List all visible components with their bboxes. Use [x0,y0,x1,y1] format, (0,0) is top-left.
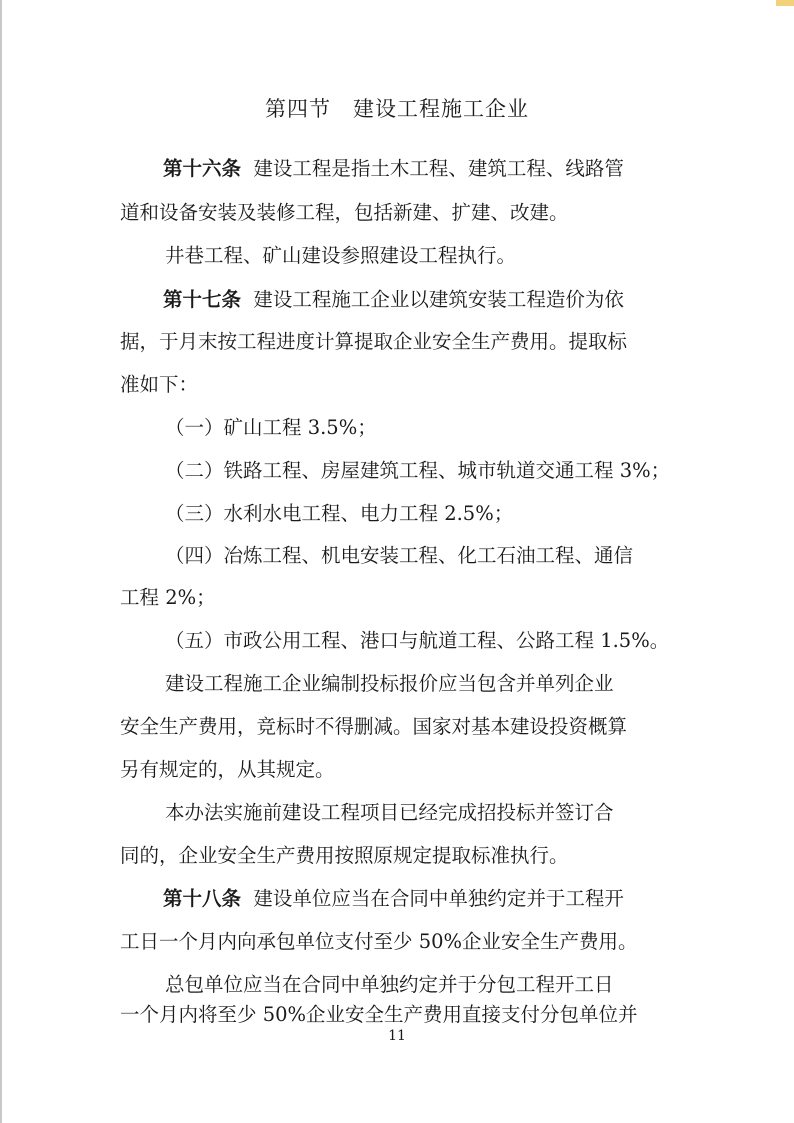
section-number: 第四节 [265,97,331,121]
paragraph-line: 井巷工程、矿山建设参照建设工程执行。 [165,244,517,267]
paragraph-line: 本办法实施前建设工程项目已经完成招投标并签订合 [165,801,614,824]
list-item-continuation: 工程 2%； [120,586,216,609]
article-16-label: 第十六条 [163,157,242,180]
article-17-line-1: 第十七条 建设工程施工企业以建筑安装工程造价为依 [163,288,624,311]
section-title [0,93,794,123]
paragraph-line: 安全生产费用，竞标时不得删减。国家对基本建设投资概算 [120,715,628,738]
list-item: （五）市政公用工程、港口与航道工程、公路工程 1.5%。 [165,629,670,652]
list-item: （二）铁路工程、房屋建筑工程、城市轨道交通工程 3%； [165,459,671,482]
list-item: （一）矿山工程 3.5%； [165,416,377,439]
scan-corner-mark [776,0,794,6]
paragraph-line: 工日一个月内向承包单位支付至少 50%企业安全生产费用。 [120,930,638,953]
paragraph-line: 同的，企业安全生产费用按照原规定提取标准执行。 [120,844,569,867]
section-name: 建设工程施工企业 [353,97,529,121]
paragraph-line: 一个月内将至少 50%企业安全生产费用直接支付分包单位并 [120,1003,638,1026]
article-18-label: 第十八条 [163,887,242,910]
article-16-line-1: 第十六条 建设工程是指土木工程、建筑工程、线路管 [163,157,624,180]
list-item: （三）水利水电工程、电力工程 2.5%； [165,502,514,525]
article-16-line-2: 道和设备安装及装修工程，包括新建、扩建、改建。 [120,201,569,224]
paragraph-line: 据，于月末按工程进度计算提取企业安全生产费用。提取标 [120,330,628,353]
paragraph-line: 建设工程施工企业编制投标报价应当包含并单列企业 [165,672,614,695]
paragraph-line: 另有规定的，从其规定。 [120,758,335,781]
paragraph-line: 总包单位应当在合同中单独约定并于分包工程开工日 [165,973,614,996]
scan-edge [0,0,2,1123]
paragraph-line: 准如下： [120,373,199,396]
article-18-line-1: 第十八条 建设单位应当在合同中单独约定并于工程开 [163,887,624,910]
list-item: （四）冶炼工程、机电安装工程、化工石油工程、通信 [165,544,634,567]
page-number: 11 [388,1028,406,1044]
article-17-label: 第十七条 [163,288,242,311]
